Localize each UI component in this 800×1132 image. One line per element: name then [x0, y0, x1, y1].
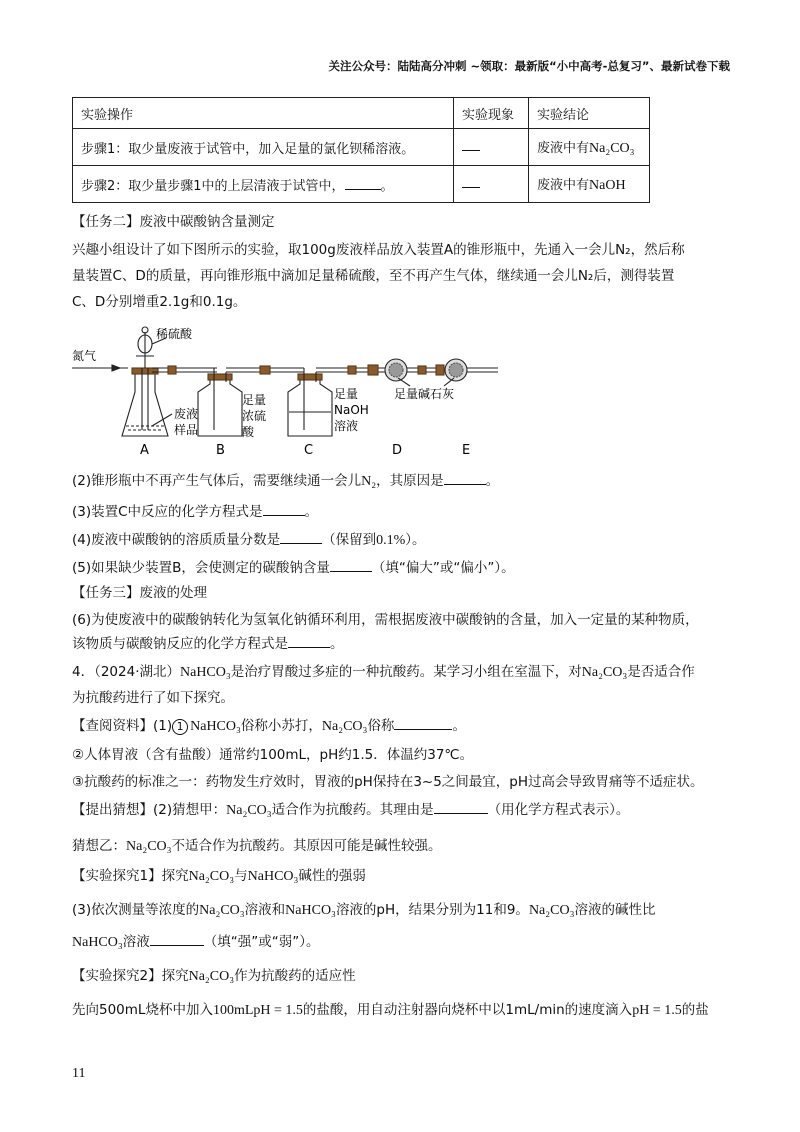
answer-blank — [150, 933, 204, 946]
task2-title: 【任务二】废液中碳酸钠含量测定 — [72, 214, 275, 230]
label-naoh: NaOH — [334, 403, 369, 417]
label-C: C — [304, 443, 314, 458]
question-6-line2: 该物质与碳酸钠反应的化学方程式是 。 — [72, 636, 344, 652]
task2-intro-line1: 兴趣小组设计了如下图所示的实验，取100g废液样品放入装置A的锥形瓶中，先通入一会儿N₂，然后称 — [72, 242, 685, 258]
table-header-cell: 实验操作 — [73, 98, 454, 129]
label-sample: 废液 — [174, 407, 199, 421]
question-6-line1: (6)为使废液中的碳酸钠转化为氢氧化钠循环利用，需根据废液中碳酸钠的含量，加入一定量的某种物质， — [72, 612, 699, 628]
answer-blank — [330, 559, 372, 572]
table-cell-conclusion: 废液中有NaOH — [529, 166, 650, 203]
question-3-ph: (3)依次测量等浓度的Na₂CO₃溶液和NaHCO₃溶液的pH，结果分别为11和9。Na₂CO₃溶液的碱性比 — [72, 902, 656, 918]
answer-blank — [462, 140, 480, 151]
question-3: (3)装置C中反应的化学方程式是 。 — [72, 504, 319, 520]
experiment-table — [72, 97, 650, 203]
experiment-2-text: 先向500mL烧杯中加入100mLpH = 1.5的盐酸，用自动注射器向烧杯中以1mL/min的速度滴入pH = 1.5的盐 — [72, 1002, 709, 1018]
info-2: ②人体胃液（含有盐酸）通常约100mL，pH约1.5．体温约37℃。 — [72, 747, 474, 763]
experiment-2-title: 【实验探究2】探究Na₂CO₃作为抗酸药的适应性 — [72, 968, 356, 984]
question-4: (4)废液中碳酸钠的溶质质量分数是 （保留到0.1%）。 — [72, 532, 426, 548]
answer-blank — [263, 503, 305, 516]
label-conc-acid: 浓硫 — [242, 409, 267, 423]
label-A: A — [140, 443, 149, 458]
task2-intro-line3: C、D分别增重2.1g和0.1g。 — [72, 294, 247, 310]
question-5: (5)如果缺少装置B，会使测定的碳酸钠含量 （填“偏大”或“偏小”）。 — [72, 560, 515, 576]
label-dilute-acid: 稀硫酸 — [156, 327, 193, 341]
table-cell-conclusion: 废液中有Na₂CO₃ — [529, 129, 650, 166]
answer-blank — [444, 472, 486, 485]
table-row — [73, 166, 650, 203]
answer-blank — [288, 635, 330, 648]
table-cell-phenomenon — [454, 166, 529, 203]
answer-blank — [462, 177, 480, 188]
label-E: E — [462, 443, 471, 458]
answer-blank — [280, 531, 322, 544]
answer-blank — [345, 177, 381, 190]
label-D: D — [392, 443, 403, 458]
problem-4-stem: 4．（2024·湖北）NaHCO₃是治疗胃酸过多症的一种抗酸药。某学习小组在室温下，对Na₂CO₃是否适合作 — [72, 664, 695, 680]
table-row — [73, 129, 650, 166]
label-conc-acid: 足量 — [242, 393, 267, 407]
table-cell-operation: 步骤2：取少量步骤1中的上层清液于试管中， 。 — [73, 166, 454, 203]
page-header: 关注公众号：陆陆高分冲刺 ~领取：最新版“小中高考-总复习”、最新试卷下载 — [328, 59, 730, 73]
table-header-cell: 实验现象 — [454, 98, 529, 129]
label-naoh: 溶液 — [334, 419, 359, 433]
apparatus-diagram — [72, 322, 512, 460]
task2-intro-line2: 量装置C、D的质量，再向锥形瓶中滴加足量稀硫酸，至不再产生气体，继续通一会儿N₂后，测得装置 — [72, 268, 675, 284]
problem-4-stem-line2: 为抗酸药进行了如下探究。 — [72, 690, 234, 706]
guess-1: 【提出猜想】(2)猜想甲：Na₂CO₃适合作为抗酸药。其理由是 （用化学方程式表示）。 — [72, 802, 630, 818]
task3-title: 【任务三】废液的处理 — [72, 585, 207, 601]
page-number: 11 — [72, 1066, 86, 1081]
question-3-ph-line2: NaHCO₃溶液 （填“强”或“弱”）。 — [72, 934, 320, 950]
answer-blank — [434, 801, 488, 814]
guess-2: 猜想乙：Na₂CO₃不适合作为抗酸药。其原因可能是碱性较强。 — [72, 838, 442, 854]
table-header-cell: 实验结论 — [529, 98, 650, 129]
label-conc-acid: 酸 — [242, 425, 255, 439]
info-1: 【查阅资料】(1) 1 NaHCO₃俗称小苏打，Na₂CO₃俗称 。 — [72, 718, 466, 734]
table-cell-operation: 步骤1：取少量废液于试管中，加入足量的氯化钡稀溶液。 — [73, 129, 454, 166]
experiment-1-title: 【实验探究1】探究Na₂CO₃与NaHCO₃碱性的强弱 — [72, 868, 366, 884]
question-2: (2)锥形瓶中不再产生气体后，需要继续通一会儿N₂，其原因是 。 — [72, 473, 500, 489]
label-sample: 样品 — [174, 423, 199, 437]
table-cell-phenomenon — [454, 129, 529, 166]
info-3: ③抗酸药的标准之一：药物发生疗效时，胃液的pH保持在3~5之间最宜，pH过高会导致胃痛等不适症状。 — [72, 774, 704, 790]
label-soda-lime: 足量碱石灰 — [394, 387, 455, 401]
label-naoh: 足量 — [334, 387, 359, 401]
answer-blank — [394, 717, 452, 730]
table-header-row — [73, 98, 650, 129]
label-nitrogen: 氮气 — [72, 349, 97, 363]
label-B: B — [216, 443, 225, 458]
